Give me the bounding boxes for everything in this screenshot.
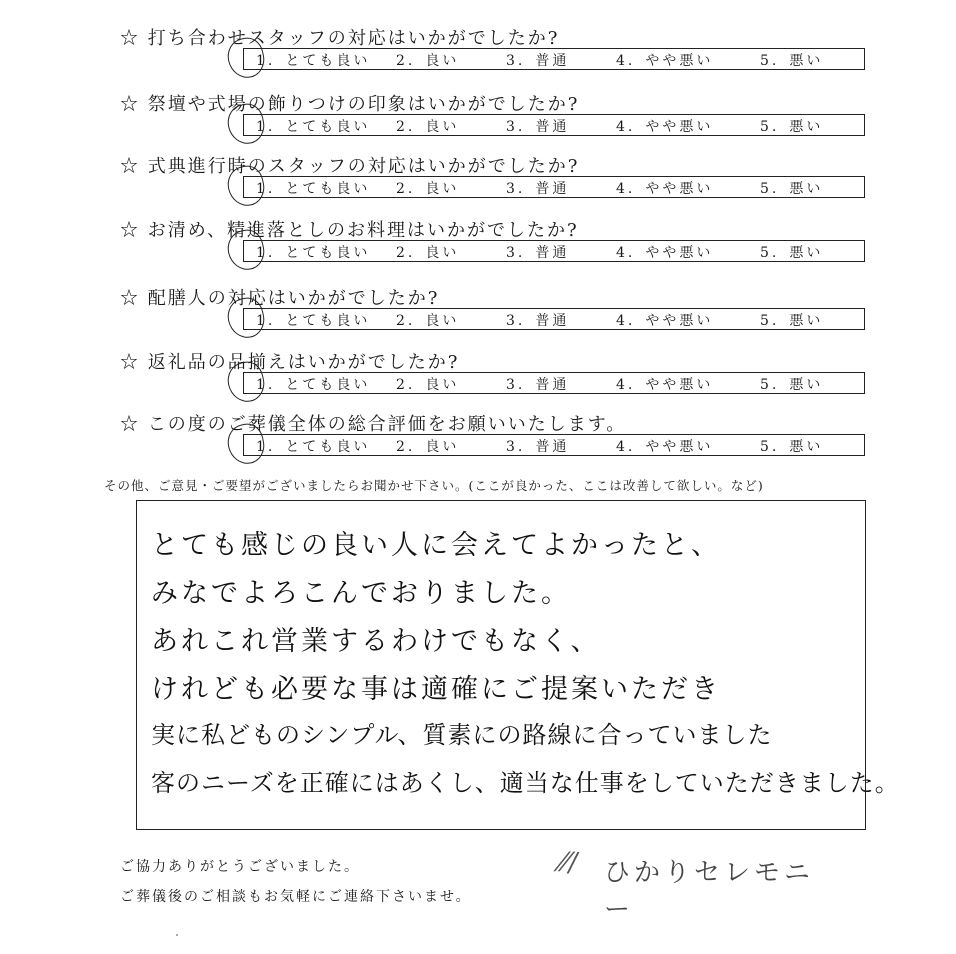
question-row — [0, 24, 956, 86]
option-number: 5. — [760, 181, 780, 197]
option-number: 1. — [256, 245, 276, 261]
question-text: ☆ 配膳人の対応はいかがでしたか? — [120, 288, 440, 309]
rating-option — [506, 178, 569, 198]
option-label: 悪い — [789, 245, 824, 261]
question-text: ☆ お清め、精進落としのお料理はいかがでしたか? — [120, 220, 579, 241]
rating-option — [760, 242, 823, 262]
comment-line: あれこれ営業するわけでもなく、 — [151, 626, 601, 657]
speck — [176, 934, 178, 936]
rating-option — [616, 116, 713, 136]
option-number: 2. — [396, 181, 416, 197]
option-number: 1. — [256, 313, 276, 329]
option-label: 良い — [425, 245, 460, 261]
option-number: 4. — [616, 245, 636, 261]
thanks-line: ご協力ありがとうございました。 — [120, 859, 360, 875]
rating-option — [256, 116, 370, 136]
rating-options — [243, 308, 865, 330]
rating-options — [243, 114, 865, 136]
option-label: 悪い — [789, 439, 824, 455]
question-text: ☆ この度のご葬儀全体の総合評価をお願いいたします。 — [120, 414, 627, 435]
option-number: 4. — [616, 53, 636, 69]
option-number: 3. — [506, 53, 526, 69]
option-label: 普通 — [535, 313, 570, 329]
rating-option — [256, 374, 370, 394]
option-label: とても良い — [285, 313, 371, 329]
comment-line: とても感じの良い人に会えてよかったと、 — [151, 530, 721, 561]
option-label: やや悪い — [645, 181, 714, 197]
option-label: やや悪い — [645, 377, 714, 393]
question-row — [0, 90, 956, 152]
option-number: 5. — [760, 53, 780, 69]
rating-option — [396, 242, 459, 262]
option-number: 3. — [506, 313, 526, 329]
option-label: 悪い — [789, 313, 824, 329]
option-number: 5. — [760, 439, 780, 455]
question-text: ☆ 返礼品の品揃えはいかがでしたか? — [120, 352, 460, 373]
option-label: 普通 — [535, 439, 570, 455]
option-label: 普通 — [535, 181, 570, 197]
rating-options — [243, 434, 865, 456]
option-number: 4. — [616, 313, 636, 329]
option-label: とても良い — [285, 377, 371, 393]
rating-option — [256, 242, 370, 262]
comment-line: けれども必要な事は適確にご提案いただき — [151, 674, 721, 705]
option-number: 5. — [760, 313, 780, 329]
rating-option — [396, 50, 459, 70]
option-label: 普通 — [535, 53, 570, 69]
question-text: ☆ 打ち合わせスタッフの対応はいかがでしたか? — [120, 28, 560, 49]
rating-option — [760, 178, 823, 198]
rating-option — [256, 310, 370, 330]
option-label: 普通 — [535, 119, 570, 135]
option-label: 良い — [425, 377, 460, 393]
option-number: 2. — [396, 439, 416, 455]
option-number: 3. — [506, 181, 526, 197]
rating-option — [760, 310, 823, 330]
option-label: 普通 — [535, 377, 570, 393]
comment-line: みなでよろこんでおりました。 — [151, 578, 571, 609]
option-number: 1. — [256, 377, 276, 393]
rating-option — [760, 116, 823, 136]
company-name: ひかりセレモニー — [604, 858, 815, 925]
rating-options — [243, 240, 865, 262]
option-number: 2. — [396, 245, 416, 261]
rating-option — [506, 374, 569, 394]
option-number: 5. — [760, 119, 780, 135]
option-label: やや悪い — [645, 313, 714, 329]
option-number: 1. — [256, 181, 276, 197]
option-label: やや悪い — [645, 439, 714, 455]
option-label: 良い — [425, 181, 460, 197]
option-label: 良い — [425, 53, 460, 69]
question-text: ☆ 式典進行時のスタッフの対応はいかがでしたか? — [120, 156, 580, 177]
option-number: 1. — [256, 53, 276, 69]
option-label: 良い — [425, 439, 460, 455]
rating-option — [506, 242, 569, 262]
comment-prompt: その他、ご意見・ご要望がございましたらお聞かせ下さい。(ここが良かった、ここは改善して欲しい。など) — [104, 478, 764, 493]
option-label: 悪い — [789, 119, 824, 135]
option-label: 良い — [425, 313, 460, 329]
rating-option — [396, 178, 459, 198]
rating-option — [616, 50, 713, 70]
question-row — [0, 410, 956, 472]
rating-option — [506, 310, 569, 330]
rating-option — [256, 436, 370, 456]
signature-scribble: ⁄⁄/ — [560, 848, 578, 878]
option-number: 2. — [396, 53, 416, 69]
option-number: 3. — [506, 245, 526, 261]
option-number: 3. — [506, 119, 526, 135]
option-number: 1. — [256, 439, 276, 455]
rating-option — [616, 178, 713, 198]
option-number: 4. — [616, 181, 636, 197]
option-label: 悪い — [789, 377, 824, 393]
company-logo — [560, 842, 820, 925]
rating-option — [256, 50, 370, 70]
rating-option — [396, 374, 459, 394]
rating-option — [396, 310, 459, 330]
option-label: とても良い — [285, 245, 371, 261]
rating-option — [256, 178, 370, 198]
option-label: やや悪い — [645, 119, 714, 135]
rating-option — [616, 310, 713, 330]
rating-options — [243, 372, 865, 394]
rating-option — [396, 116, 459, 136]
option-label: 悪い — [789, 53, 824, 69]
option-label: とても良い — [285, 181, 371, 197]
rating-options — [243, 48, 865, 70]
option-number: 3. — [506, 377, 526, 393]
question-row — [0, 152, 956, 214]
option-number: 4. — [616, 377, 636, 393]
rating-option — [506, 50, 569, 70]
option-label: とても良い — [285, 439, 371, 455]
option-number: 5. — [760, 377, 780, 393]
option-label: 悪い — [789, 181, 824, 197]
option-number: 4. — [616, 119, 636, 135]
option-number: 1. — [256, 119, 276, 135]
option-number: 3. — [506, 439, 526, 455]
comment-line: 実に私どものシンプル、質素にの路線に合っていました — [151, 721, 773, 749]
option-number: 5. — [760, 245, 780, 261]
option-number: 2. — [396, 313, 416, 329]
rating-option — [616, 242, 713, 262]
rating-option — [760, 436, 823, 456]
option-label: 良い — [425, 119, 460, 135]
option-number: 4. — [616, 439, 636, 455]
option-number: 2. — [396, 377, 416, 393]
option-label: とても良い — [285, 119, 371, 135]
rating-option — [760, 50, 823, 70]
rating-option — [616, 436, 713, 456]
rating-option — [506, 116, 569, 136]
comment-line: 客のニーズを正確にはあくし、適当な仕事をしていただきました。 — [151, 769, 900, 797]
question-row — [0, 284, 956, 346]
rating-option — [396, 436, 459, 456]
question-row — [0, 216, 956, 278]
rating-option — [760, 374, 823, 394]
option-label: 普通 — [535, 245, 570, 261]
question-text: ☆ 祭壇や式場の飾りつけの印象はいかがでしたか? — [120, 94, 580, 115]
comment-box — [136, 500, 900, 830]
rating-options — [243, 176, 865, 198]
contact-line: ご葬儀後のご相談もお気軽にご連絡下さいませ。 — [120, 889, 472, 905]
question-row — [0, 348, 956, 410]
rating-option — [616, 374, 713, 394]
option-label: とても良い — [285, 53, 371, 69]
rating-option — [506, 436, 569, 456]
option-label: やや悪い — [645, 53, 714, 69]
option-number: 2. — [396, 119, 416, 135]
option-label: やや悪い — [645, 245, 714, 261]
